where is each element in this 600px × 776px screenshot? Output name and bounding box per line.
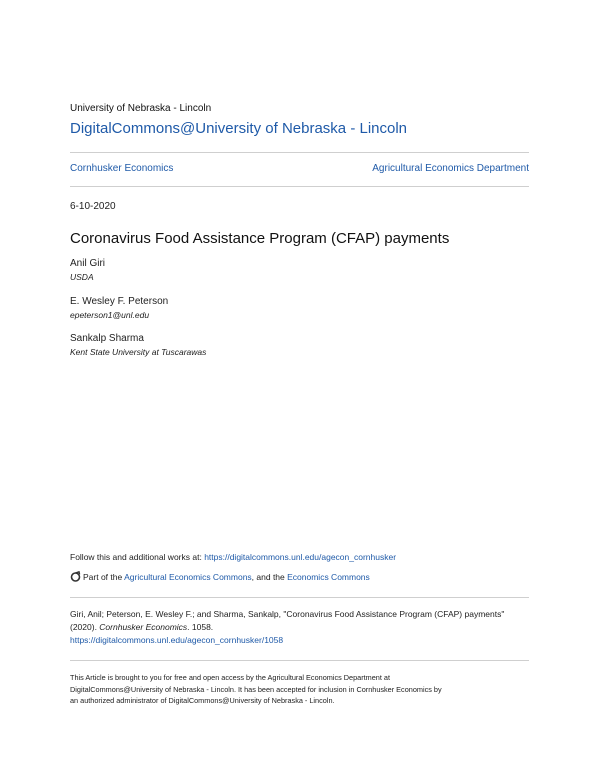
citation-url-link[interactable]: https://digitalcommons.unl.edu/agecon_cornhusker/1058 [70, 635, 284, 645]
author-name: Anil Giri [70, 258, 106, 269]
publication-date: 6-10-2020 [70, 201, 116, 212]
access-notice [70, 672, 529, 707]
citation-suffix: . 1058. [187, 622, 214, 632]
notice-line: an authorized administrator of DigitalCommons@University of Nebraska - Lincoln. [70, 696, 335, 705]
author-affiliation: Kent State University at Tuscarawas [70, 347, 207, 357]
citation-journal: Cornhusker Economics [99, 622, 188, 632]
article-title: Coronavirus Food Assistance Program (CFAP) payments [70, 230, 450, 247]
agricultural-economics-commons-link[interactable]: Agricultural Economics Commons [124, 572, 252, 582]
follow-line [70, 552, 396, 562]
author-affiliation: USDA [70, 272, 94, 282]
author-name: E. Wesley F. Peterson [70, 296, 169, 307]
institution-name: University of Nebraska - Lincoln [70, 103, 212, 114]
department-link[interactable]: Agricultural Economics Department [372, 163, 529, 174]
author-name: Sankalp Sharma [70, 333, 144, 344]
follow-url-link[interactable]: https://digitalcommons.unl.edu/agecon_cornhusker [204, 552, 397, 562]
open-access-icon [70, 571, 81, 582]
notice-divider [70, 660, 529, 661]
follow-prefix: Follow this and additional works at: [70, 552, 205, 562]
author-email: epeterson1@unl.edu [70, 310, 150, 320]
author-block [70, 333, 206, 357]
economics-commons-link[interactable]: Economics Commons [287, 572, 370, 582]
notice-line: DigitalCommons@University of Nebraska - Lincoln. It has been accepted for inclusion in Cornhusker Economics by [70, 684, 442, 694]
author-block [70, 296, 168, 320]
repository-link[interactable]: DigitalCommons@University of Nebraska - Lincoln [70, 120, 408, 137]
recommended-citation [70, 608, 529, 647]
part-of-line [70, 571, 370, 582]
cover-page [70, 0, 530, 776]
part-of-prefix: Part of the [83, 572, 125, 582]
part-of-middle: , and the [251, 572, 288, 582]
author-block [70, 258, 105, 282]
citation-divider [70, 597, 529, 598]
top-divider [70, 152, 529, 153]
series-link[interactable]: Cornhusker Economics [70, 163, 174, 174]
nav-divider [70, 186, 529, 187]
notice-line: This Article is brought to you for free and open access by the Agricultural Economics Department at [70, 673, 391, 682]
citation-text: Giri, Anil; Peterson, E. Wesley F.; and Sharma, Sankalp, "Coronavirus Food Assistance Program (CFAP) payments" (2020). [70, 609, 505, 632]
